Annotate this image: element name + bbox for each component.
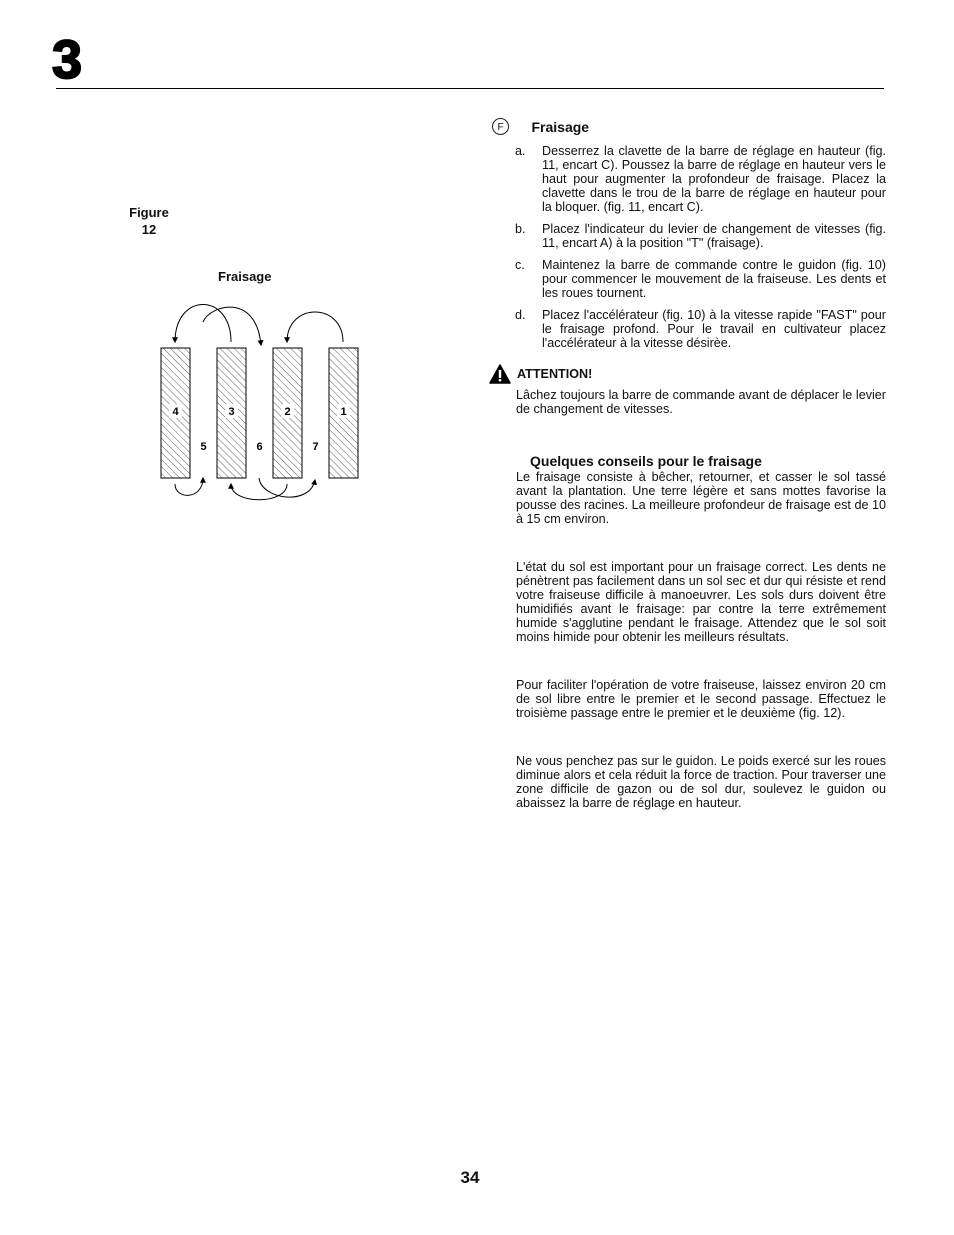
right-column [489, 118, 886, 810]
tips-paragraph: Le fraisage consiste à bêcher, retourner, et casser le sol tassé avant la plantation. Une terre légère et sans mottes favorise la pousse des racines. La meilleure profondeur de fraisage est de 10 à 15 cm environ. [516, 470, 886, 526]
warning-text: Lâchez toujours la barre de commande avant de déplacer le levier de changement de vitesses. [516, 388, 886, 416]
warning-icon [489, 364, 511, 384]
tips-paragraph: Pour faciliter l'opération de votre fraiseuse, laissez environ 20 cm de sol libre entre le premier et le second passage. Effectuez le troisième passage entre le premier et le deuxième (fig. 12). [516, 678, 886, 720]
strip-label-2: 2 [284, 406, 291, 418]
figure-label [118, 204, 180, 238]
warning-title: ATTENTION! [517, 367, 593, 381]
strip-label-4: 4 [172, 406, 179, 418]
tips-paragraph: Ne vous penchez pas sur le guidon. Le poids exercé sur les roues diminue alors et cela réduit la force de traction. Pour traverser une zone difficile de gazon ou de sol dur, soulevez le guidon ou abaissez la barre de réglage en hauteur. [516, 754, 886, 810]
strip-label-3: 3 [228, 406, 235, 418]
step-text: Placez l'indicateur du levier de changement de vitesses (fig. 11, encart A) à la position "T" (fraisage). [542, 222, 886, 250]
strip-label-1: 1 [340, 406, 347, 418]
step-item [489, 258, 886, 300]
step-letter: b. [515, 222, 526, 236]
step-item [489, 144, 886, 214]
path-arc-1-to-2 [287, 312, 343, 342]
chapter-number: 3 [52, 30, 83, 90]
step-text: Maintenez la barre de commande contre le guidon (fig. 10) pour commencer le mouvement de la fraiseuse. Les dents et les roues tournent. [542, 258, 886, 300]
step-item [489, 308, 886, 350]
warning-header [489, 364, 886, 384]
figure-label-number: 12 [141, 222, 157, 237]
steps-list [489, 144, 886, 350]
header-rule [56, 88, 884, 89]
gap-label-7: 7 [312, 441, 319, 453]
page-number: 34 [460, 1168, 480, 1187]
tips-title: Quelques conseils pour le fraisage [530, 453, 762, 469]
step-letter: d. [515, 308, 526, 322]
gap-label-5: 5 [200, 441, 207, 453]
section-title: Fraisage [531, 118, 590, 135]
step-text: Desserrez la clavette de la barre de réglage en hauteur (fig. 11, encart C). Poussez la barre de réglage en hauteur vers le haut pour augmenter la profondeur de fraisage. Placez la clavette dans le trou de la barre de réglage en hauteur pour la bloquer. (fig. 11, encart C). [542, 144, 886, 214]
figure-label-word: Figure [129, 205, 169, 220]
step-text: Placez l'accélérateur (fig. 10) à la vitesse rapide "FAST" pour le fraisage profond. Pour le travail en cultivateur placez l'accélérateur à la vitesse désirèe. [542, 308, 886, 350]
path-arc-4-to-5 [175, 478, 203, 495]
gap-label-6: 6 [256, 441, 263, 453]
step-letter: a. [515, 144, 526, 158]
tilling-pattern-diagram [150, 300, 370, 510]
path-arc-5-to-6 [203, 307, 261, 345]
path-arc-6-to-7 [259, 478, 315, 497]
section-header [489, 118, 886, 142]
language-badge: F [492, 118, 509, 135]
figure-title: Fraisage [218, 269, 272, 284]
step-item [489, 222, 886, 250]
path-arc-3-to-4 [175, 305, 231, 343]
step-letter: c. [515, 258, 525, 272]
tips-paragraph: L'état du sol est important pour un fraisage correct. Les dents ne pénètrent pas facilement dans un sol sec et dur qui résiste et rend votre fraiseuse difficile à manoeuvrer. Les sols durs doivent être humidifiés avant le fraisage: par contre la terre extrêmement humide s'agglutine pendant le fraisage. Attendez que le sol soit moins himide pour obtenir les meilleurs résultats. [516, 560, 886, 644]
path-arc-2-to-3 [231, 484, 287, 500]
